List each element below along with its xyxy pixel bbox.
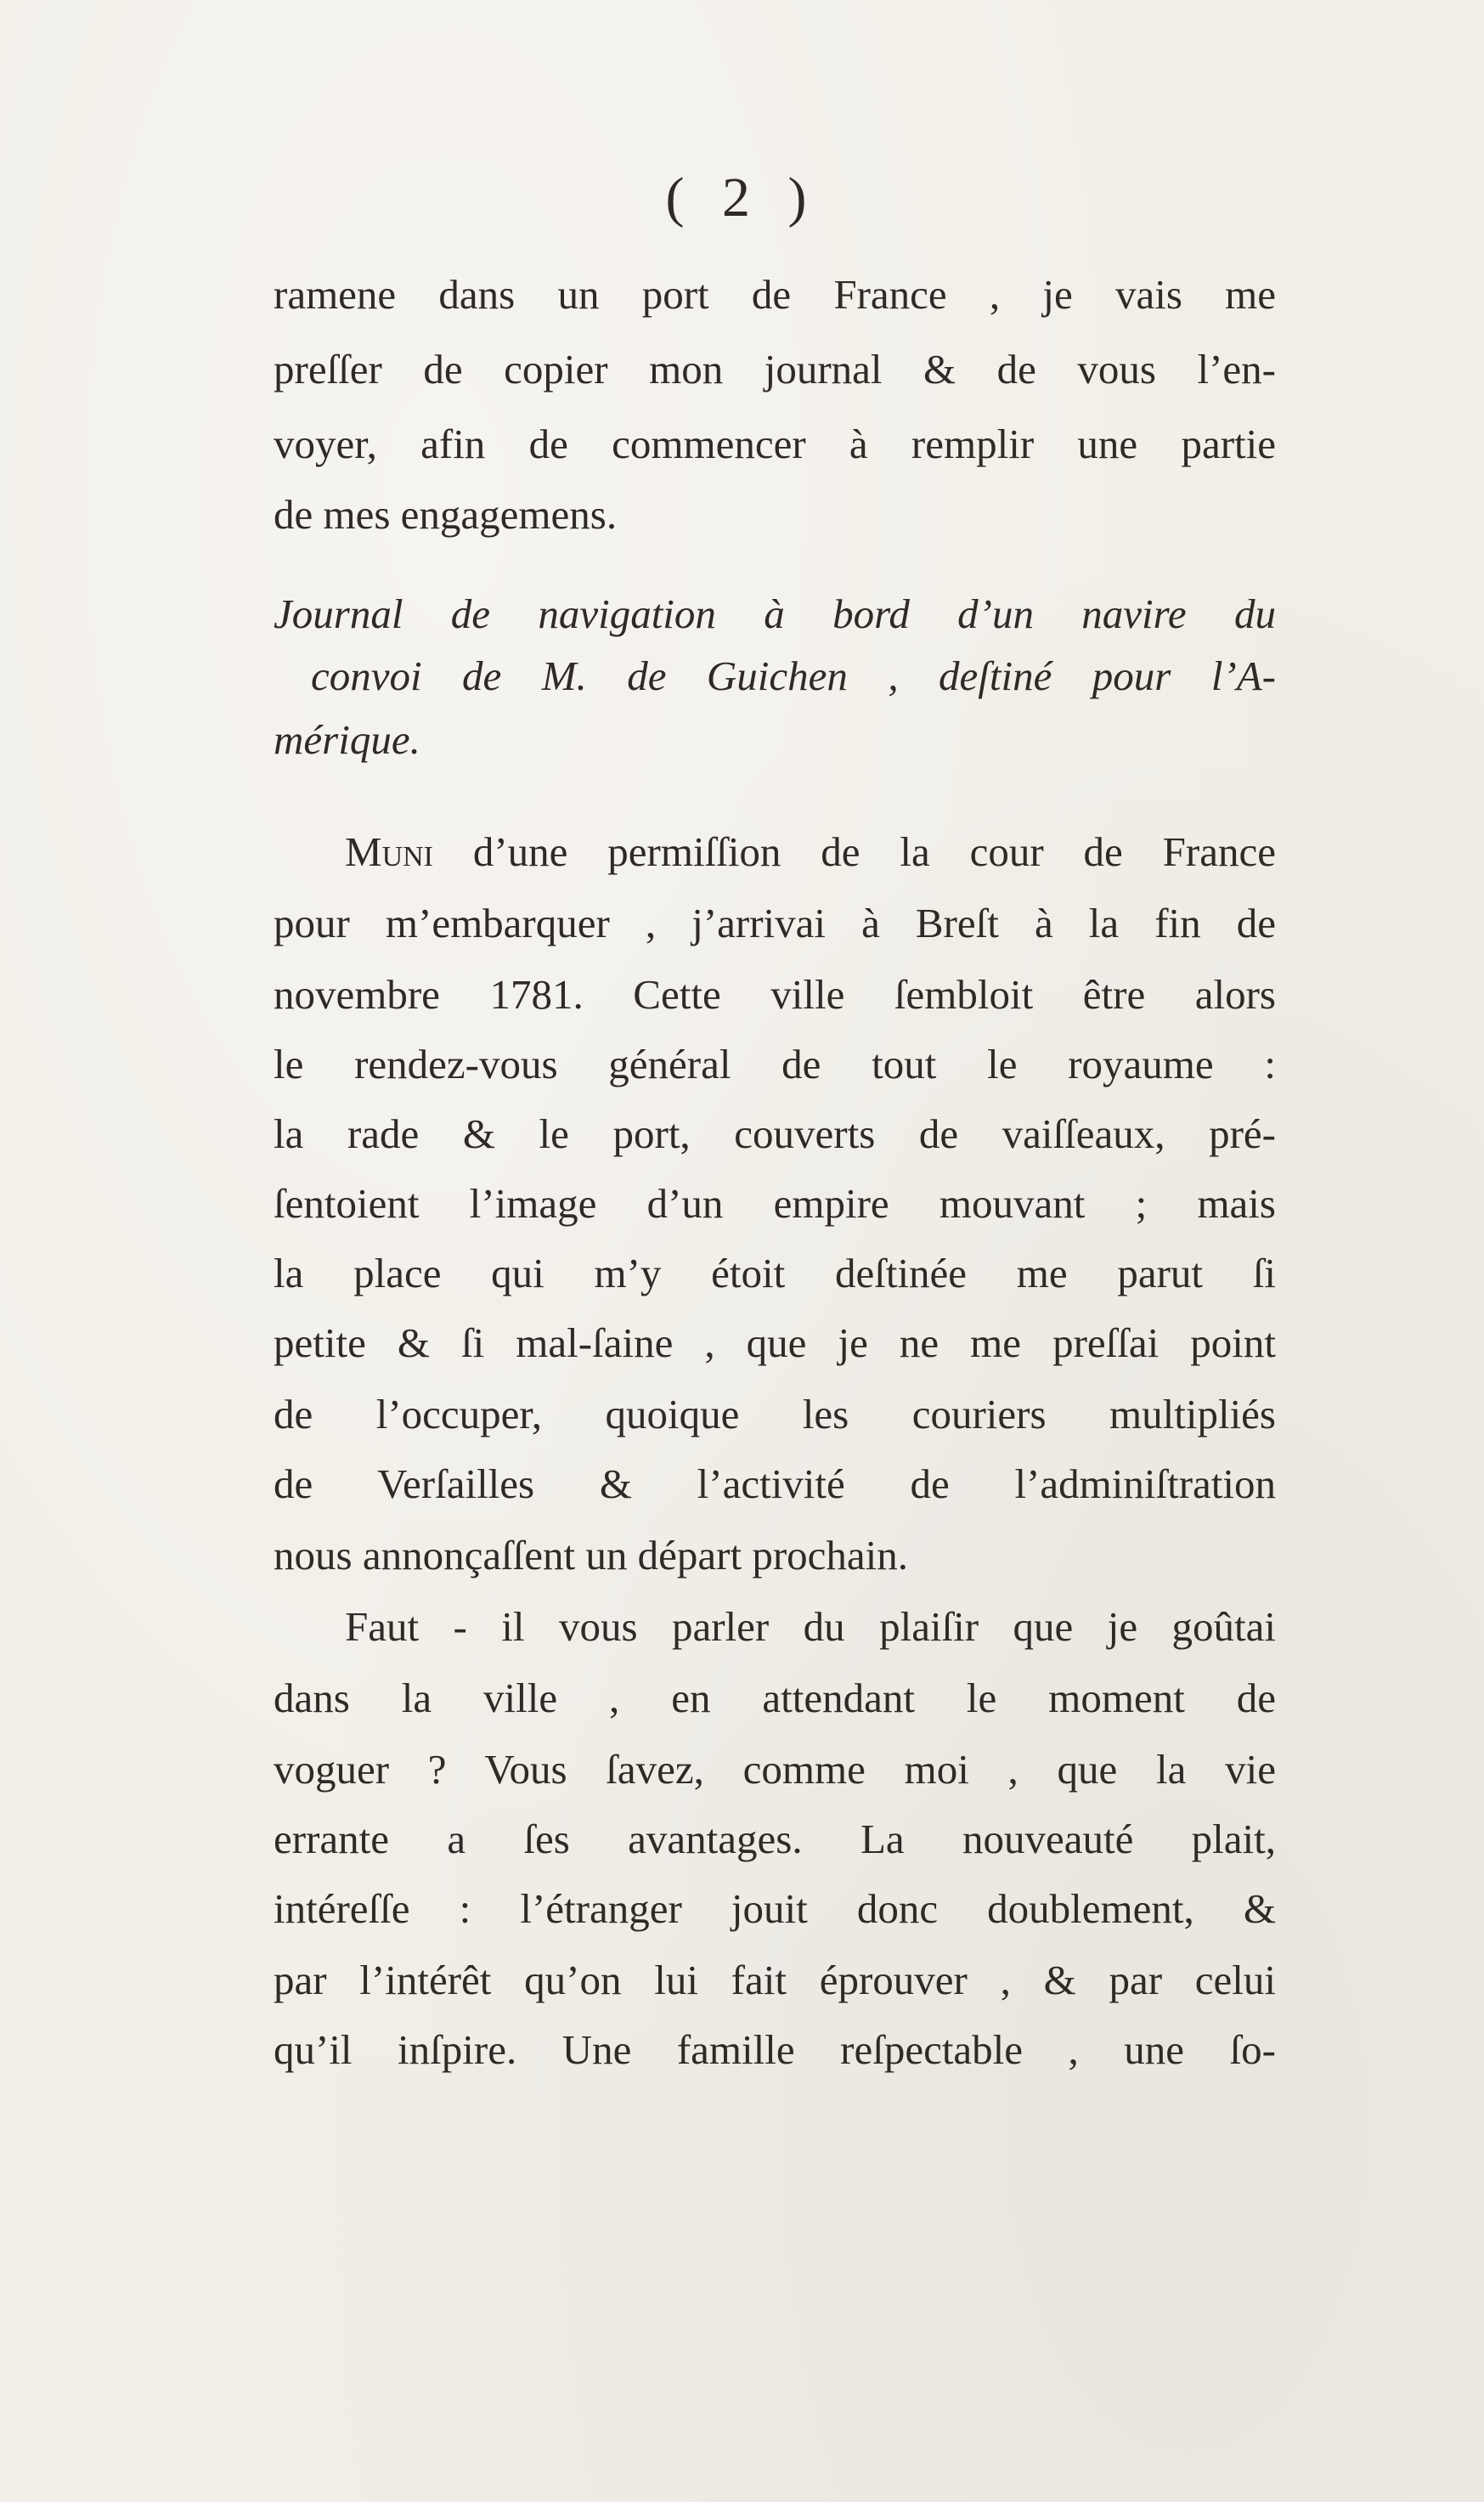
paragraph-first-line	[345, 828, 1276, 875]
paragraph-line: intéreſſe : l’étranger jouit donc doublement, &	[274, 1885, 1276, 1932]
paragraph-line: errante a ſes avantages. La nouveauté plait,	[274, 1816, 1276, 1862]
intro-line: ramene dans un port de France , je vais me	[274, 271, 1276, 318]
paragraph-line: Faut - il vous parler du plaiſir que je goûtai	[345, 1603, 1276, 1650]
paragraph-line: ſentoient l’image d’un empire mouvant ; mais	[274, 1180, 1276, 1227]
paragraph-line: de Verſailles & l’activité de l’adminiſtration	[274, 1460, 1276, 1507]
paragraph-line: novembre 1781. Cette ville ſembloit être alors	[274, 971, 1276, 1018]
paragraph-line: par l’intérêt qu’on lui fait éprouver , & par celui	[274, 1957, 1276, 2003]
intro-line: de mes engagemens.	[274, 491, 618, 538]
intro-line: preſſer de copier mon journal & de vous l’en-	[274, 346, 1276, 393]
paragraph-line: le rendez-vous général de tout le royaume :	[274, 1041, 1276, 1087]
first-line-rest: d’une permiſſion de la cour de France	[433, 828, 1276, 875]
paragraph-line: pour m’embarquer , j’arrivai à Breſt à la fin de	[274, 900, 1276, 946]
paragraph-line: petite & ſi mal-ſaine , que je ne me preſſai point	[274, 1319, 1276, 1366]
paragraph-line: la rade & le port, couverts de vaiſſeaux, pré-	[274, 1110, 1276, 1157]
paragraph-line: nous annonçaſſent un départ prochain.	[274, 1532, 909, 1579]
drop-word: Muni	[345, 828, 433, 875]
journal-heading-line: mérique.	[274, 716, 420, 763]
paragraph-line: voguer ? Vous ſavez, comme moi , que la vie	[274, 1746, 1276, 1793]
page-number: ( 2 )	[665, 167, 819, 229]
paragraph-line: de l’occuper, quoique les couriers multipliés	[274, 1391, 1276, 1437]
journal-heading-line: convoi de M. de Guichen , deſtiné pour l’A-	[311, 652, 1276, 699]
paragraph-line: dans la ville , en attendant le moment de	[274, 1675, 1276, 1721]
paragraph-line: qu’il inſpire. Une famille reſpectable , une ſo-	[274, 2026, 1276, 2073]
journal-heading-line: Journal de navigation à bord d’un navire du	[274, 590, 1276, 637]
intro-line: voyer, afin de commencer à remplir une partie	[274, 421, 1276, 467]
paragraph-line: la place qui m’y étoit deſtinée me parut ſi	[274, 1250, 1276, 1296]
